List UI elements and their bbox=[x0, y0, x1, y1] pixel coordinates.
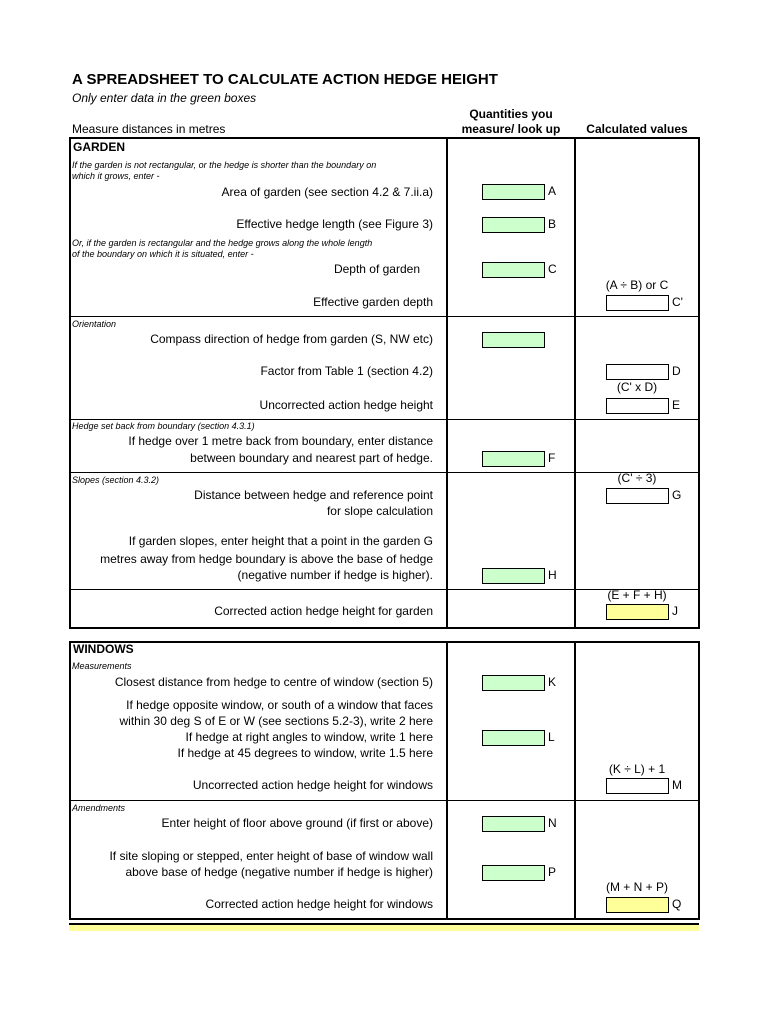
floor-input[interactable] bbox=[482, 816, 545, 832]
slope-line1: If garden slopes, enter height that a point in the garden G bbox=[128, 534, 433, 548]
windows-corrected-label: Corrected action hedge height for windows bbox=[205, 897, 433, 911]
corrected-formula: (E + F + H) bbox=[607, 588, 667, 602]
column-divider bbox=[446, 137, 448, 629]
section-heading-garden: GARDEN bbox=[73, 140, 126, 154]
windows-corrected-output bbox=[606, 897, 669, 913]
windows-corrected-formula: (M + N + P) bbox=[605, 880, 668, 894]
reference-output bbox=[606, 488, 669, 504]
effective-length-letter: B bbox=[548, 217, 557, 231]
section-heading-windows: WINDOWS bbox=[73, 642, 134, 656]
factor-label: Factor from Table 1 (section 4.2) bbox=[260, 364, 433, 378]
reference-line1: Distance between hedge and reference point bbox=[194, 488, 433, 502]
depth-letter: C bbox=[548, 262, 557, 276]
site-letter: P bbox=[548, 865, 557, 879]
amendments-heading: Amendments bbox=[72, 803, 126, 813]
closest-letter: K bbox=[548, 675, 557, 689]
floor-label: Enter height of floor above ground (if first or above) bbox=[161, 816, 433, 830]
setback-input[interactable] bbox=[482, 451, 545, 467]
slope-letter: H bbox=[548, 568, 557, 582]
column-divider bbox=[574, 137, 576, 629]
setback-line1: If hedge over 1 metre back from boundary, enter distance bbox=[128, 434, 433, 448]
compass-label: Compass direction of hedge from garden (S, NW etc) bbox=[150, 332, 433, 346]
area-label: Area of garden (see section 4.2 & 7.ii.a) bbox=[221, 185, 433, 199]
column-header-quantities bbox=[447, 107, 575, 137]
garden-note-line1: If the garden is not rectangular, or the hedge is shorter than the boundary on bbox=[72, 160, 377, 170]
column-header-quantities-line1: Quantities you bbox=[469, 107, 553, 121]
orientation-heading: Orientation bbox=[72, 319, 117, 329]
windows-corrected-letter: Q bbox=[672, 897, 682, 911]
units-note: Measure distances in metres bbox=[72, 122, 226, 136]
corrected-letter: J bbox=[672, 604, 678, 618]
effective-depth-output bbox=[606, 295, 669, 311]
uncorrected-letter: E bbox=[672, 398, 681, 412]
site-line2: above base of hedge (negative number if hedge is higher) bbox=[125, 865, 433, 879]
floor-letter: N bbox=[548, 816, 557, 830]
closest-label: Closest distance from hedge to centre of window (section 5) bbox=[114, 675, 433, 689]
windows-uncorrected-formula: (K ÷ L) + 1 bbox=[608, 762, 666, 776]
row-divider bbox=[69, 419, 700, 420]
site-line1: If site sloping or stepped, enter height of base of window wall bbox=[109, 849, 433, 863]
slope-input[interactable] bbox=[482, 568, 545, 584]
measurements-heading: Measurements bbox=[72, 661, 132, 671]
reference-formula: (C' ÷ 3) bbox=[617, 471, 657, 485]
next-section-strip bbox=[69, 923, 699, 931]
windows-uncorrected-letter: M bbox=[672, 778, 682, 792]
windows-uncorrected-label: Uncorrected action hedge height for windows bbox=[192, 778, 433, 792]
page-subtitle: Only enter data in the green boxes bbox=[72, 91, 257, 105]
orientation-line4: If hedge at 45 degrees to window, write 1.5 here bbox=[177, 746, 433, 760]
windows-uncorrected-output bbox=[606, 778, 669, 794]
site-input[interactable] bbox=[482, 865, 545, 881]
slope-line2: metres away from hedge boundary is above the base of hedge bbox=[100, 552, 433, 566]
effective-depth-formula: (A ÷ B) or C bbox=[605, 278, 669, 292]
garden-note-line2: which it grows, enter - bbox=[72, 171, 160, 181]
column-divider bbox=[574, 641, 576, 920]
uncorrected-formula: (C' x D) bbox=[616, 380, 658, 394]
reference-line2: for slope calculation bbox=[326, 504, 433, 518]
uncorrected-output bbox=[606, 398, 669, 414]
area-input[interactable] bbox=[482, 184, 545, 200]
column-header-calculated: Calculated values bbox=[586, 122, 688, 136]
orientation-factor-input[interactable] bbox=[482, 730, 545, 746]
closest-input[interactable] bbox=[482, 675, 545, 691]
effective-length-label: Effective hedge length (see Figure 3) bbox=[236, 217, 433, 231]
effective-depth-letter: C' bbox=[672, 295, 683, 309]
compass-input[interactable] bbox=[482, 332, 545, 348]
effective-depth-label: Effective garden depth bbox=[313, 295, 433, 309]
slope-line3: (negative number if hedge is higher). bbox=[237, 568, 433, 582]
setback-letter: F bbox=[548, 451, 556, 465]
reference-letter: G bbox=[672, 488, 682, 502]
factor-output bbox=[606, 364, 669, 380]
garden-note2-line1: Or, if the garden is rectangular and the hedge grows along the whole length bbox=[72, 238, 373, 248]
corrected-output bbox=[606, 604, 669, 620]
depth-input[interactable] bbox=[482, 262, 545, 278]
orientation-line3: If hedge at right angles to window, write 1 here bbox=[185, 730, 433, 744]
area-letter: A bbox=[548, 184, 557, 198]
orientation-line2: within 30 deg S of E or W (see sections 5.2-3), write 2 here bbox=[119, 714, 433, 728]
setback-line2: between boundary and nearest part of hedge. bbox=[190, 451, 433, 465]
column-divider bbox=[446, 641, 448, 920]
factor-letter: D bbox=[672, 364, 681, 378]
orientation-factor-letter: L bbox=[548, 730, 555, 744]
row-divider bbox=[69, 316, 700, 317]
column-header-quantities-line2: measure/ look up bbox=[461, 122, 561, 136]
setback-heading: Hedge set back from boundary (section 4.3.1) bbox=[72, 421, 255, 431]
orientation-line1: If hedge opposite window, or south of a window that faces bbox=[126, 698, 433, 712]
row-divider bbox=[69, 800, 700, 801]
page-title: A SPREADSHEET TO CALCULATE ACTION HEDGE HEIGHT bbox=[72, 71, 498, 88]
depth-label: Depth of garden bbox=[333, 262, 420, 276]
effective-length-input[interactable] bbox=[482, 217, 545, 233]
corrected-label: Corrected action hedge height for garden bbox=[214, 604, 433, 618]
slopes-heading: Slopes (section 4.3.2) bbox=[72, 475, 160, 485]
uncorrected-label: Uncorrected action hedge height bbox=[259, 398, 433, 412]
garden-note2-line2: of the boundary on which it is situated, enter - bbox=[72, 249, 254, 259]
